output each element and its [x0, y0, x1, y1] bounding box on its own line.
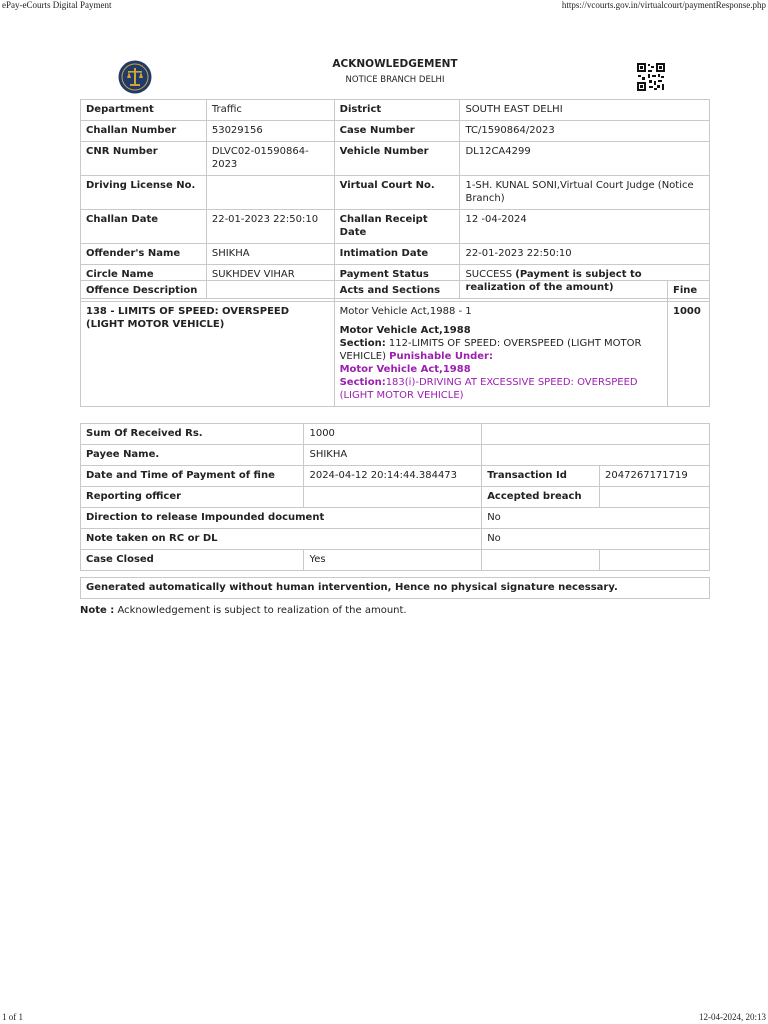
court-value: 1-SH. KUNAL SONI,Virtual Court Judge (Notice Branch) — [460, 176, 710, 210]
offender-label: Offender's Name — [81, 244, 207, 265]
section-block — [340, 337, 662, 363]
print-header — [0, 0, 768, 12]
case-number-label: Case Number — [334, 121, 460, 142]
table-row — [81, 100, 710, 121]
offender-value: SHIKHA — [206, 244, 334, 265]
transaction-id-label: Transaction Id — [482, 466, 600, 487]
circle-label: Circle Name — [81, 265, 207, 299]
vehicle-value: DL12CA4299 — [460, 142, 710, 176]
section-text: 112-LIMITS OF SPEED: OVERSPEED (LIGHT MOTOR VEHICLE) — [339, 338, 642, 362]
acknowledgement-title: ACKNOWLEDGEMENT — [332, 58, 458, 70]
cnr-value: DLVC02-01590864-2023 — [206, 142, 334, 176]
payment-datetime-label: Date and Time of Payment of fine — [81, 466, 304, 487]
table-row — [81, 487, 710, 508]
status-note: (Payment is subject to realization of the amount) — [465, 269, 642, 293]
print-footer — [0, 1012, 768, 1024]
table-row — [81, 210, 710, 244]
note-label: Note : — [80, 605, 115, 616]
table-row — [81, 445, 710, 466]
punishable-label: Punishable Under: — [389, 351, 493, 362]
accepted-breach-label: Accepted breach — [482, 487, 600, 508]
court-label: Virtual Court No. — [334, 176, 460, 210]
case-closed-label: Case Closed — [81, 550, 304, 571]
district-value: SOUTH EAST DELHI — [460, 100, 710, 121]
acts-sections-header: Acts and Sections — [334, 281, 667, 302]
act-line: Motor Vehicle Act,1988 - 1 — [339, 306, 472, 317]
auto-generated-note: Generated automatically without human intervention, Hence no physical signature necessary. — [81, 578, 710, 599]
department-value: Traffic — [206, 100, 334, 121]
offence-description-header: Offence Description — [81, 281, 335, 302]
table-row — [81, 142, 710, 176]
table-row — [81, 529, 710, 550]
receipt-date-value: 12 -04-2024 — [460, 210, 710, 244]
direction-value: No — [482, 508, 710, 529]
acknowledgement-note — [80, 605, 407, 616]
table-row — [81, 176, 710, 210]
punish-act: Motor Vehicle Act,1988 — [339, 364, 471, 375]
circle-value: SUKHDEV VIHAR — [206, 265, 334, 299]
district-label: District — [334, 100, 460, 121]
accepted-breach-value — [600, 487, 710, 508]
fine-value: 1000 — [668, 302, 710, 407]
print-header-url: https://vcourts.gov.in/virtualcourt/paymentResponse.php — [561, 0, 766, 10]
offence-table — [80, 280, 710, 407]
department-label: Department — [81, 100, 207, 121]
act-title: Motor Vehicle Act,1988 — [339, 325, 471, 336]
sum-label: Sum Of Received Rs. — [81, 424, 304, 445]
payment-datetime-value: 2024-04-12 20:14:44.384473 — [304, 466, 482, 487]
qr-code-icon — [636, 62, 666, 92]
reporting-officer-value — [304, 487, 482, 508]
table-row — [81, 508, 710, 529]
signature-note-table — [80, 577, 710, 599]
transaction-id-value: 2047267171719 — [600, 466, 710, 487]
punish-section-block — [340, 376, 662, 402]
table-row — [81, 302, 710, 407]
status-text: SUCCESS — [465, 269, 513, 280]
challan-details-table — [80, 99, 710, 299]
payment-status-label: Payment Status — [334, 265, 460, 299]
table-row — [81, 466, 710, 487]
note-rc-value: No — [482, 529, 710, 550]
empty-cell — [482, 550, 600, 571]
challan-number-label: Challan Number — [81, 121, 207, 142]
page-count: 1 of 1 — [2, 1012, 23, 1022]
empty-cell — [600, 550, 710, 571]
license-value — [206, 176, 334, 210]
print-timestamp: 12-04-2024, 20:13 — [699, 1012, 766, 1022]
print-header-title: ePay-eCourts Digital Payment — [2, 0, 112, 10]
receipt-date-label: Challan Receipt Date — [334, 210, 460, 244]
table-row — [81, 550, 710, 571]
empty-cell — [482, 445, 710, 466]
intimation-label: Intimation Date — [334, 244, 460, 265]
table-row — [81, 424, 710, 445]
acts-sections — [334, 302, 667, 407]
challan-date-value: 22-01-2023 22:50:10 — [206, 210, 334, 244]
note-text: Acknowledgement is subject to realization of the amount. — [114, 605, 407, 616]
table-row — [81, 281, 710, 302]
reporting-officer-label: Reporting officer — [81, 487, 304, 508]
cnr-label: CNR Number — [81, 142, 207, 176]
challan-number-value: 53029156 — [206, 121, 334, 142]
punish-section-label: Section: — [339, 377, 386, 388]
table-row — [81, 244, 710, 265]
vehicle-label: Vehicle Number — [334, 142, 460, 176]
offence-description: 138 - LIMITS OF SPEED: OVERSPEED (LIGHT MOTOR VEHICLE) — [81, 302, 335, 407]
acknowledgement-header — [80, 56, 710, 96]
branch-subtitle: NOTICE BRANCH DELHI — [345, 75, 445, 85]
payment-table — [80, 423, 710, 571]
payee-label: Payee Name. — [81, 445, 304, 466]
intimation-value: 22-01-2023 22:50:10 — [460, 244, 710, 265]
punish-section-text: 183(i)-DRIVING AT EXCESSIVE SPEED: OVERSPEED (LIGHT MOTOR VEHICLE) — [339, 377, 638, 401]
payee-value: SHIKHA — [304, 445, 482, 466]
empty-cell — [482, 424, 710, 445]
table-row — [81, 578, 710, 599]
note-rc-label: Note taken on RC or DL — [81, 529, 482, 550]
license-label: Driving License No. — [81, 176, 207, 210]
section-label: Section: — [339, 338, 386, 349]
challan-date-label: Challan Date — [81, 210, 207, 244]
case-number-value: TC/1590864/2023 — [460, 121, 710, 142]
fine-header: Fine — [668, 281, 710, 302]
direction-label: Direction to release Impounded document — [81, 508, 482, 529]
table-row — [81, 121, 710, 142]
sum-value: 1000 — [304, 424, 482, 445]
case-closed-value: Yes — [304, 550, 482, 571]
